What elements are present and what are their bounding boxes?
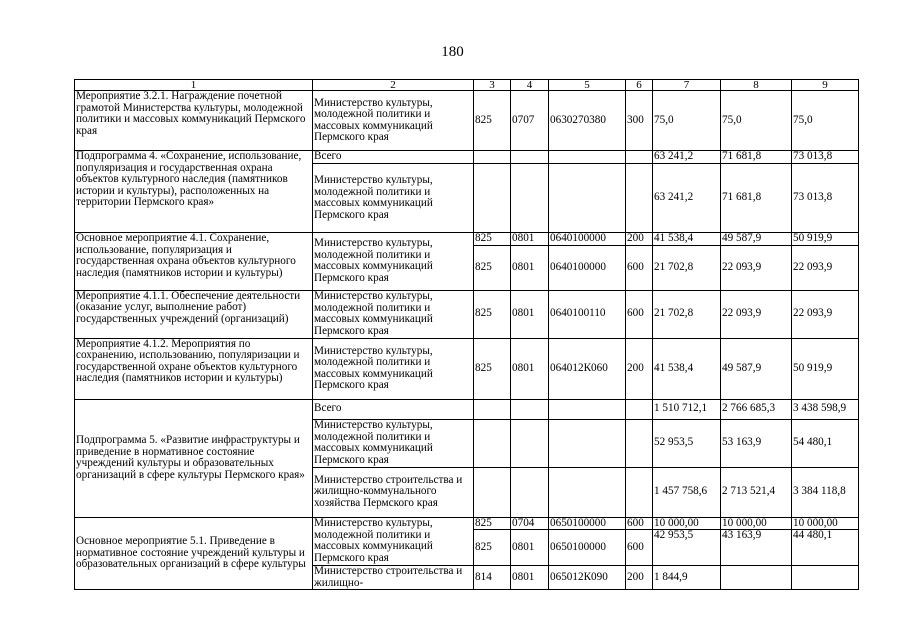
amount-year3: 22 093,9 bbox=[792, 245, 859, 290]
grbs-cell: 814 bbox=[474, 566, 511, 590]
table-row bbox=[75, 338, 859, 399]
amount-year2: 43 163,9 bbox=[721, 530, 792, 566]
expense-type-cell: 600 bbox=[626, 517, 653, 530]
column-header: 2 bbox=[313, 80, 474, 91]
section-cell: 0801 bbox=[511, 233, 549, 246]
grbs-cell: 825 bbox=[474, 245, 511, 290]
grbs-cell: 825 bbox=[474, 290, 511, 338]
table-row bbox=[75, 399, 859, 419]
amount-year1: 1 844,9 bbox=[653, 566, 721, 590]
amount-year3: 50 919,9 bbox=[792, 338, 859, 399]
section-cell: 0801 bbox=[511, 566, 549, 590]
expense-type-cell: 200 bbox=[626, 338, 653, 399]
executor-cell: Министерство культуры, молодежной политики и массовых коммуникаций Пермского края bbox=[313, 233, 474, 291]
target-article-cell: 0650100000 bbox=[549, 530, 626, 566]
amount-year3: 73 013,8 bbox=[792, 164, 859, 233]
grbs-cell: 825 bbox=[474, 233, 511, 246]
activity-name: Мероприятие 4.1.1. Обеспечение деятельности (оказание услуг, выполнение работ) государственных учреждений (организаций) bbox=[75, 290, 313, 338]
column-header-row bbox=[75, 80, 859, 91]
table-row bbox=[75, 517, 859, 530]
amount-year2: 49 587,9 bbox=[721, 338, 792, 399]
column-header: 8 bbox=[721, 80, 792, 91]
subprogram-name: Подпрограмма 5. «Развитие инфраструктуры и приведение в нормативное состояние учреждений культуры и образовательных организаций в сфере культуры Пермского края» bbox=[75, 399, 313, 517]
target-article-cell: 065012К090 bbox=[549, 566, 626, 590]
amount-year2: 22 093,9 bbox=[721, 245, 792, 290]
activity-name: Основное мероприятие 4.1. Сохранение, использование, популяризация и государственная охрана объектов культурного наследия (памятников истории и культуры) bbox=[75, 233, 313, 291]
amount-year2: 22 093,9 bbox=[721, 290, 792, 338]
amount-year2: 2 766 685,3 bbox=[721, 399, 792, 419]
target-article-cell: 0630270380 bbox=[549, 91, 626, 151]
grbs-cell: 825 bbox=[474, 91, 511, 151]
amount-year1: 1 510 712,1 bbox=[653, 399, 721, 419]
section-cell: 0801 bbox=[511, 245, 549, 290]
column-header: 6 bbox=[626, 80, 653, 91]
table-row bbox=[75, 290, 859, 338]
amount-year1: 63 241,2 bbox=[653, 164, 721, 233]
executor-cell: Министерство строительства и жилищно- bbox=[313, 566, 474, 590]
expense-type-cell: 600 bbox=[626, 530, 653, 566]
amount-year3: 22 093,9 bbox=[792, 290, 859, 338]
table-row bbox=[75, 151, 859, 164]
activity-name: Основное мероприятие 5.1. Приведение в нормативное состояние учреждений культуры и образовательных организаций в сфере культуры bbox=[75, 517, 313, 590]
section-cell: 0801 bbox=[511, 530, 549, 566]
section-cell: 0801 bbox=[511, 338, 549, 399]
amount-year1: 63 241,2 bbox=[653, 151, 721, 164]
amount-year1: 10 000,00 bbox=[653, 517, 721, 530]
amount-year1: 1 457 758,6 bbox=[653, 467, 721, 517]
amount-year2: 10 000,00 bbox=[721, 517, 792, 530]
table-row bbox=[75, 233, 859, 246]
column-header: 5 bbox=[549, 80, 626, 91]
amount-year2: 2 713 521,4 bbox=[721, 467, 792, 517]
amount-year3 bbox=[792, 566, 859, 590]
executor-cell: Министерство строительства и жилищно-коммунального хозяйства Пермского края bbox=[313, 467, 474, 517]
column-header: 3 bbox=[474, 80, 511, 91]
amount-year3: 44 480,1 bbox=[792, 530, 859, 566]
amount-year2: 71 681,8 bbox=[721, 164, 792, 233]
target-article-cell: 0650100000 bbox=[549, 517, 626, 530]
amount-year1: 41 538,4 bbox=[653, 338, 721, 399]
amount-year2: 75,0 bbox=[721, 91, 792, 151]
amount-year2: 53 163,9 bbox=[721, 419, 792, 467]
executor-cell: Министерство культуры, молодежной политики и массовых коммуникаций Пермского края bbox=[313, 338, 474, 399]
column-header: 4 bbox=[511, 80, 549, 91]
executor-cell: Всего bbox=[313, 151, 474, 164]
section-cell: 0704 bbox=[511, 517, 549, 530]
amount-year3: 3 438 598,9 bbox=[792, 399, 859, 419]
column-header: 7 bbox=[653, 80, 721, 91]
page-number: 180 bbox=[441, 44, 464, 60]
table-row bbox=[75, 91, 859, 151]
column-header: 9 bbox=[792, 80, 859, 91]
amount-year3: 3 384 118,8 bbox=[792, 467, 859, 517]
grbs-cell: 825 bbox=[474, 530, 511, 566]
expense-type-cell: 300 bbox=[626, 91, 653, 151]
activity-name: Мероприятие 3.2.1. Награждение почетной грамотой Министерства культуры, молодежной политики и массовых коммуникаций Пермского края bbox=[75, 91, 313, 151]
section-cell: 0801 bbox=[511, 290, 549, 338]
amount-year3: 73 013,8 bbox=[792, 151, 859, 164]
activity-name: Мероприятие 4.1.2. Мероприятия по сохранению, использованию, популяризации и государственной охране объектов культурного наследия (памятников истории и культуры) bbox=[75, 338, 313, 399]
amount-year2: 71 681,8 bbox=[721, 151, 792, 164]
amount-year3: 75,0 bbox=[792, 91, 859, 151]
amount-year2: 49 587,9 bbox=[721, 233, 792, 246]
amount-year1: 21 702,8 bbox=[653, 245, 721, 290]
executor-cell: Министерство культуры, молодежной политики и массовых коммуникаций Пермского края bbox=[313, 164, 474, 233]
target-article-cell: 064012К060 bbox=[549, 338, 626, 399]
grbs-cell: 825 bbox=[474, 338, 511, 399]
executor-cell: Всего bbox=[313, 399, 474, 419]
expense-type-cell: 200 bbox=[626, 233, 653, 246]
amount-year1: 42 953,5 bbox=[653, 530, 721, 566]
amount-year1: 21 702,8 bbox=[653, 290, 721, 338]
executor-cell: Министерство культуры, молодежной политики и массовых коммуникаций Пермского края bbox=[313, 290, 474, 338]
budget-table bbox=[74, 79, 859, 590]
subprogram-name: Подпрограмма 4. «Сохранение, использование, популяризация и государственная охрана объектов культурного наследия (памятников истории и культуры), расположенных на территории Пермского края» bbox=[75, 151, 313, 233]
amount-year1: 75,0 bbox=[653, 91, 721, 151]
grbs-cell: 825 bbox=[474, 517, 511, 530]
amount-year3: 10 000,00 bbox=[792, 517, 859, 530]
target-article-cell: 0640100000 bbox=[549, 233, 626, 246]
amount-year1: 52 953,5 bbox=[653, 419, 721, 467]
executor-cell: Министерство культуры, молодежной политики и массовых коммуникаций Пермского края bbox=[313, 419, 474, 467]
amount-year1: 41 538,4 bbox=[653, 233, 721, 246]
target-article-cell: 0640100000 bbox=[549, 245, 626, 290]
executor-cell: Министерство культуры, молодежной политики и массовых коммуникаций Пермского края bbox=[313, 517, 474, 566]
amount-year3: 50 919,9 bbox=[792, 233, 859, 246]
amount-year3: 54 480,1 bbox=[792, 419, 859, 467]
target-article-cell: 0640100110 bbox=[549, 290, 626, 338]
expense-type-cell: 200 bbox=[626, 566, 653, 590]
section-cell: 0707 bbox=[511, 91, 549, 151]
executor-cell: Министерство культуры, молодежной политики и массовых коммуникаций Пермского края bbox=[313, 91, 474, 151]
amount-year2 bbox=[721, 566, 792, 590]
expense-type-cell: 600 bbox=[626, 245, 653, 290]
column-header: 1 bbox=[75, 80, 313, 91]
expense-type-cell: 600 bbox=[626, 290, 653, 338]
